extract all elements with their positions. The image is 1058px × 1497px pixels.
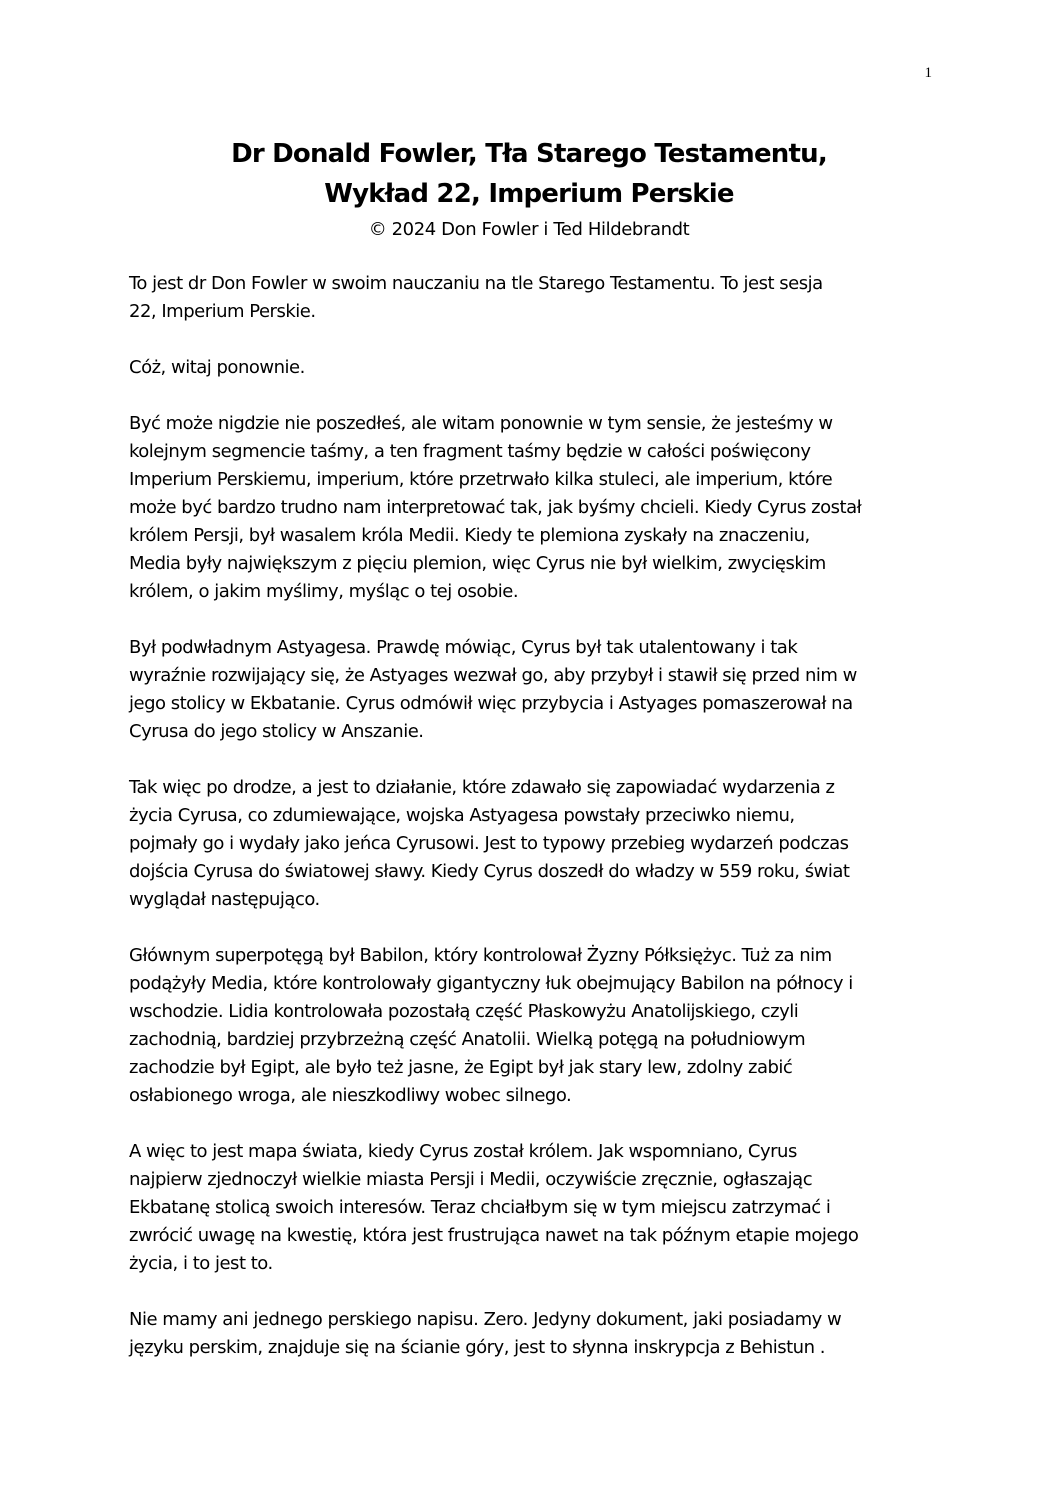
- paragraph-line: Cyrusa do jego stolicy w Anszanie.: [129, 721, 424, 742]
- paragraph-line: Nie mamy ani jednego perskiego napisu. Zero. Jedyny dokument, jaki posiadamy w: [129, 1309, 842, 1330]
- paragraph: [129, 634, 929, 746]
- paragraph-line: To jest dr Don Fowler w swoim nauczaniu na tle Starego Testamentu. To jest sesja: [129, 273, 823, 294]
- paragraph-line: pojmały go i wydały jako jeńca Cyrusowi. Jest to typowy przebieg wydarzeń podczas: [129, 833, 849, 854]
- paragraph-line: Był podwładnym Astyagesa. Prawdę mówiąc, Cyrus był tak utalentowany i tak: [129, 637, 798, 658]
- paragraph-line: dojścia Cyrusa do światowej sławy. Kiedy Cyrus doszedł do władzy w 559 roku, świat: [129, 861, 850, 882]
- page-number: 1: [924, 65, 932, 81]
- paragraph-line: Być może nigdzie nie poszedłeś, ale witam ponownie w tym sensie, że jesteśmy w: [129, 413, 833, 434]
- paragraph-line: najpierw zjednoczył wielkie miasta Persji i Medii, oczywiście zręcznie, ogłaszając: [129, 1169, 813, 1190]
- paragraph-line: wschodzie. Lidia kontrolowała pozostałą część Płaskowyżu Anatolijskiego, czyli: [129, 1001, 799, 1022]
- paragraph-line: osłabionego wroga, ale nieszkodliwy wobec silnego.: [129, 1085, 572, 1106]
- paragraph: [129, 354, 929, 382]
- paragraph-line: zwrócić uwagę na kwestię, która jest frustrująca nawet na tak późnym etapie mojego: [129, 1225, 859, 1246]
- paragraph-line: może być bardzo trudno nam interpretować tak, jak byśmy chcieli. Kiedy Cyrus został: [129, 497, 862, 518]
- paragraph-line: Ekbatanę stolicą swoich interesów. Teraz chciałbym się w tym miejscu zatrzymać i: [129, 1197, 831, 1218]
- paragraph-line: zachodzie był Egipt, ale było też jasne, że Egipt był jak stary lew, zdolny zabić: [129, 1057, 793, 1078]
- paragraph-line: Głównym superpotęgą był Babilon, który kontrolował Żyzny Półksiężyc. Tuż za nim: [129, 945, 832, 966]
- paragraph-line: Imperium Perskiemu, imperium, które przetrwało kilka stuleci, ale imperium, które: [129, 469, 833, 490]
- paragraph: [129, 942, 929, 1110]
- body-text: [129, 270, 929, 1390]
- copyright-notice: © 2024 Don Fowler i Ted Hildebrandt: [368, 219, 690, 240]
- paragraph: [129, 270, 929, 326]
- title-line-1: Dr Donald Fowler, Tła Starego Testamentu,: [231, 139, 827, 169]
- paragraph-line: podążyły Media, które kontrolowały gigantyczny łuk obejmujący Babilon na północy i: [129, 973, 853, 994]
- paragraph-line: 22, Imperium Perskie.: [129, 301, 316, 322]
- paragraph-line: A więc to jest mapa świata, kiedy Cyrus został królem. Jak wspomniano, Cyrus: [129, 1141, 797, 1162]
- paragraph-line: życia, i to jest to.: [129, 1253, 273, 1274]
- paragraph: [129, 1138, 929, 1278]
- paragraph-line: wyglądał następująco.: [129, 889, 320, 910]
- paragraph: [129, 1306, 929, 1362]
- title-block: [128, 134, 930, 244]
- title-line-2: Wykład 22, Imperium Perskie: [324, 179, 734, 209]
- paragraph-line: Cóż, witaj ponownie.: [129, 357, 305, 378]
- paragraph-line: zachodnią, bardziej przybrzeżną część Anatolii. Wielką potęgą na południowym: [129, 1029, 806, 1050]
- paragraph: [129, 410, 929, 606]
- paragraph-line: królem, o jakim myślimy, myśląc o tej osobie.: [129, 581, 519, 602]
- paragraph-line: wyraźnie rozwijający się, że Astyages wezwał go, aby przybył i stawił się przed nim w: [129, 665, 857, 686]
- paragraph: [129, 774, 929, 914]
- paragraph-line: jego stolicy w Ekbatanie. Cyrus odmówił więc przybycia i Astyages pomaszerował na: [129, 693, 853, 714]
- paragraph-line: języku perskim, znajduje się na ścianie góry, jest to słynna inskrypcja z Behistun .: [129, 1337, 825, 1358]
- paragraph-line: kolejnym segmencie taśmy, a ten fragment taśmy będzie w całości poświęcony: [129, 441, 811, 462]
- paragraph-line: Media były największym z pięciu plemion, więc Cyrus nie był wielkim, zwycięskim: [129, 553, 826, 574]
- paragraph-line: życia Cyrusa, co zdumiewające, wojska Astyagesa powstały przeciwko niemu,: [129, 805, 795, 826]
- paragraph-line: Tak więc po drodze, a jest to działanie, które zdawało się zapowiadać wydarzenia z: [129, 777, 835, 798]
- paragraph-line: królem Persji, był wasalem króla Medii. Kiedy te plemiona zyskały na znaczeniu,: [129, 525, 810, 546]
